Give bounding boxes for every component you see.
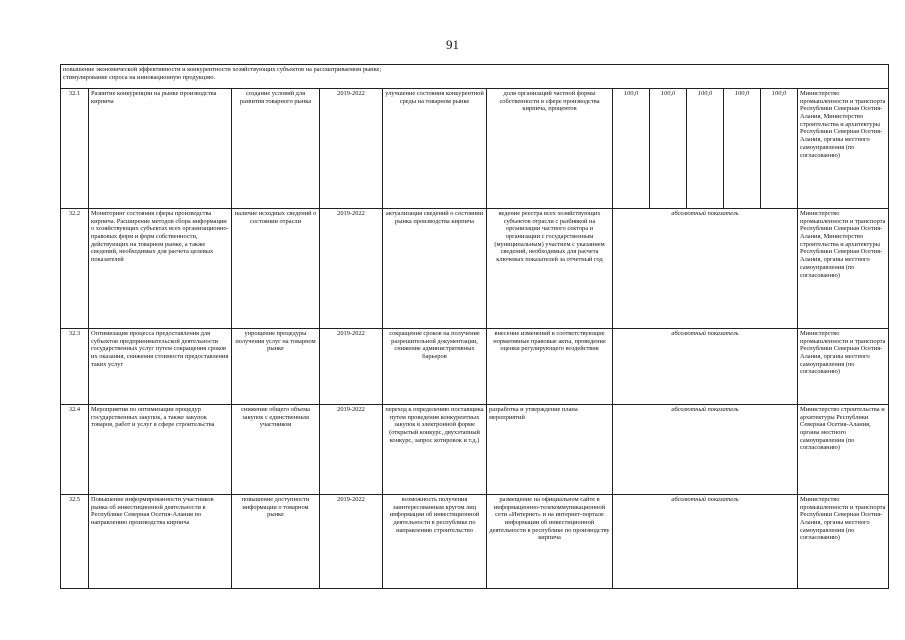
row-number: 32.1 [61,89,89,209]
row-number: 32.4 [61,405,89,495]
row-indicator: внесение изменений в соответствующие нормативные правовые акты, проведение оценки регулирующего воздействия [487,329,613,405]
row-indicator: доля организаций частной формы собственности в сфере производства кирпича, процентов [487,89,613,209]
table-header-row [61,65,889,89]
row-absolute-indicator: абсолютный показатель [613,329,798,405]
row-result: сокращение сроков на получение разрешительной документации, снижение административных барьеров [383,329,487,405]
action-plan-table [60,64,889,589]
row-value-2019: 100,0 [613,89,650,209]
table-row [61,329,889,405]
row-result: переход к определению поставщика путем проведения конкурентных закупок в электронной форме (открытый конкурс, двухэтапный конкурс, запрос котировок и т.д.) [383,405,487,495]
row-name: Оптимизация процесса предоставления для субъектов предпринимательской деятельности государственных услуг путем сокращения сроков их оказания, снижения стоимости предоставления таких услуг [89,329,232,405]
row-responsible: Министерство промышленности и транспорта Республики Северная Осетия-Алания, Министерство строительства и архитектуры Республики Северная Осетия-Алания, органы местного самоуправления (по согласованию) [798,209,889,329]
table-row [61,209,889,329]
row-action: повышение доступности информации о товарном рынке [232,495,320,589]
row-result: возможность получения заинтересованным кругом лиц информации об инвестиционной деятельности в республике по направлению строительство [383,495,487,589]
row-action: наличие исходных сведений о состоянии отрасли [232,209,320,329]
table-row [61,89,889,209]
row-name: Мониторинг состояния сферы производства кирпича. Расширение методов сбора информации о хозяйствующих субъектах всех организационно-правовых форм и форм собственности, действующих на товарном рынке, а также сведений, необходимых для расчета целевых показателей [89,209,232,329]
row-number: 32.5 [61,495,89,589]
row-indicator: разработка и утверждение плана мероприятий [487,405,613,495]
row-absolute-indicator: абсолютный показатель [613,405,798,495]
row-name: Мероприятия по оптимизации процедур государственных закупок, а также закупок товаров, работ и услуг в сфере строительства [89,405,232,495]
page-number: 91 [446,37,459,52]
objective-line-1: повышение экономической эффективности и конкурентности хозяйствующих субъектов на рассматриваемом рынке; [63,66,382,73]
row-result: улучшение состояния конкурентной среды на товарном рынке [383,89,487,209]
row-value-2023: 100,0 [761,89,798,209]
row-period: 2019-2022 [320,405,383,495]
row-number: 32.2 [61,209,89,329]
row-responsible: Министерство промышленности и транспорта Республики Северная Осетия-Алания, органы местного самоуправления (по согласованию) [798,329,889,405]
row-action: упрощение процедуры получения услуг на товарном рынке [232,329,320,405]
row-value-2020: 100,0 [650,89,687,209]
row-result: актуализация сведений о состоянии рынка производства кирпича [383,209,487,329]
row-name: Развитие конкуренции на рынке производства кирпича [89,89,232,209]
row-action: создание условий для развития товарного рынка [232,89,320,209]
row-responsible: Министерство промышленности и транспорта Республики Северная Осетия-Алания, Министерство строительства и архитектуры Республики Северная Осетия-Алания, органы местного самоуправления (по согласованию) [798,89,889,209]
row-absolute-indicator: абсолютный показатель [613,495,798,589]
row-responsible: Министерство строительства и архитектуры Республики Северная Осетия-Алания, органы местного самоуправления (по согласованию) [798,405,889,495]
row-period: 2019-2022 [320,209,383,329]
row-responsible: Министерство промышленности и транспорта Республики Северная Осетия-Алания, органы местного самоуправления (по согласованию) [798,495,889,589]
row-period: 2019-2022 [320,495,383,589]
row-indicator: ведение реестра всех хозяйствующих субъектов отрасли с разбивкой на организации частного сектора и организации с государственным (муниципальным) участием с указанием сведений, необходимых для расчета ключевых показателей за отчетный год [487,209,613,329]
row-indicator: размещение на официальном сайте в информационно-телекоммуникационной сети «Интернет» и на интернет-портале информации об инвестиционной деятельности в республике по производству кирпича [487,495,613,589]
row-name: Повышение информированности участников рынка об инвестиционной деятельности в Республике Северная Осетия-Алания по направлению производства кирпича [89,495,232,589]
row-value-2021: 100,0 [687,89,724,209]
objective-cell [61,65,889,89]
objective-line-2: стимулирование спроса на инновационную продукцию. [63,73,216,81]
row-number: 32.3 [61,329,89,405]
row-action: снижение общего объема закупок с единственным участником [232,405,320,495]
row-value-2022: 100,0 [724,89,761,209]
row-period: 2019-2022 [320,89,383,209]
row-absolute-indicator: абсолютный показатель [613,209,798,329]
row-period: 2019-2022 [320,329,383,405]
table-row [61,405,889,495]
table-row [61,495,889,589]
